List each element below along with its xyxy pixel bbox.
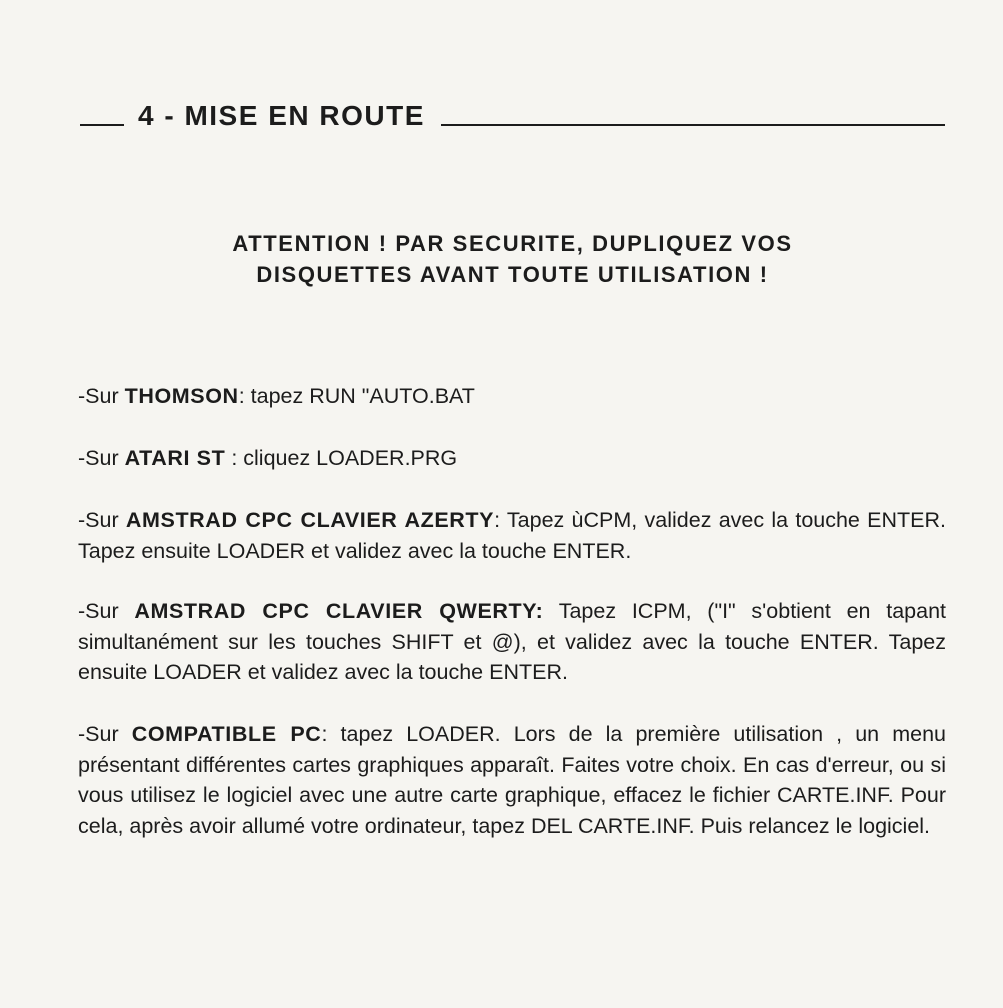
instruction-text: : Tapez ùCPM, validez avec la touche ENTER. Tapez ensuite LOADER et validez avec la touche ENTER. <box>78 508 946 563</box>
instruction-text: : cliquez LOADER.PRG <box>225 446 458 470</box>
platform-name: AMSTRAD CPC CLAVIER AZERTY <box>125 508 495 532</box>
instruction-prefix: -Sur <box>78 599 135 623</box>
platform-name: ATARI ST <box>124 446 226 470</box>
instruction-text: : tapez LOADER. Lors de la première utilisation , un menu présentant différentes cartes graphiques apparaît. Faites votre choix. En cas d'erreur, ou si vous utilisez le logiciel avec une autre carte graphique, effacez le fichier CARTE.INF. Pour cela, après avoir allumé votre ordinateur, tapez DEL CARTE.INF. Puis relancez le logiciel. <box>78 722 946 838</box>
warning-line-1: ATTENTION ! PAR SECURITE, DUPLIQUEZ VOS <box>232 231 793 256</box>
platform-name: COMPATIBLE PC <box>131 722 322 746</box>
instruction-prefix: -Sur <box>78 508 126 532</box>
instruction-text: Tapez ICPM, ("I" s'obtient en tapant simultanément sur les touches SHIFT et @), et validez avec la touche ENTER. Tapez ensuite LOADER et validez avec la touche ENTER. <box>78 599 946 684</box>
warning-notice <box>80 228 945 290</box>
warning-line-2: DISQUETTES AVANT TOUTE UTILISATION ! <box>256 262 769 287</box>
instruction-thomson <box>78 381 946 412</box>
instruction-prefix: -Sur <box>78 722 132 746</box>
heading-rule-left <box>80 124 124 126</box>
instruction-atari <box>78 443 946 474</box>
instruction-amstrad-azerty <box>78 505 946 566</box>
heading-rule-right <box>441 124 945 126</box>
instruction-prefix: -Sur <box>78 446 125 470</box>
instruction-amstrad-qwerty <box>78 596 946 688</box>
platform-name: AMSTRAD CPC CLAVIER QWERTY: <box>134 599 544 623</box>
section-heading <box>80 100 945 132</box>
instruction-compatible-pc <box>78 719 946 841</box>
instruction-prefix: -Sur <box>78 384 125 408</box>
platform-name: THOMSON <box>124 384 239 408</box>
section-title: 4 - MISE EN ROUTE <box>138 100 425 131</box>
instruction-text: : tapez RUN "AUTO.BAT <box>238 384 475 408</box>
